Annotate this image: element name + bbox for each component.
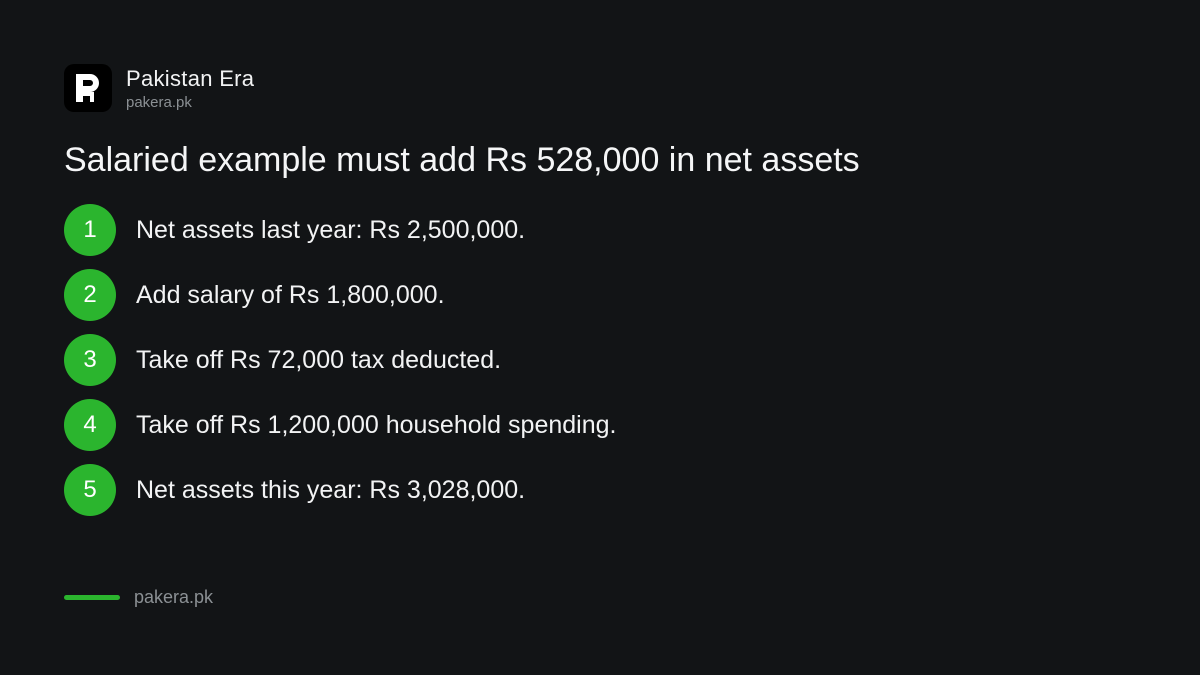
brand-url: pakera.pk [126,93,192,111]
logo-mark-icon [70,70,106,106]
footer-url: pakera.pk [134,587,214,607]
page-title: Salaried example must add Rs 528,000 in net assets [64,141,860,179]
step-number-badge: 4 [64,399,116,451]
step-text: Add salary of Rs 1,800,000. [136,280,445,309]
step-text: Net assets this year: Rs 3,028,000. [136,475,526,504]
step-number-badge: 5 [64,464,116,516]
step-text: Take off Rs 1,200,000 household spending. [136,410,617,439]
step-item [64,399,616,451]
step-text: Take off Rs 72,000 tax deducted. [136,345,502,374]
step-number-badge: 2 [64,269,116,321]
footer-accent-bar [64,595,120,600]
step-item [64,334,616,386]
step-text: Net assets last year: Rs 2,500,000. [136,215,526,244]
steps-list [64,204,616,529]
step-number-badge: 3 [64,334,116,386]
step-number-badge: 1 [64,204,116,256]
step-item [64,204,616,256]
step-item [64,269,616,321]
step-item [64,464,616,516]
brand-header [64,64,254,112]
brand-name: Pakistan Era [126,65,255,91]
pakistan-era-logo-icon [64,64,112,112]
brand-text [126,65,254,112]
footer [64,587,213,608]
